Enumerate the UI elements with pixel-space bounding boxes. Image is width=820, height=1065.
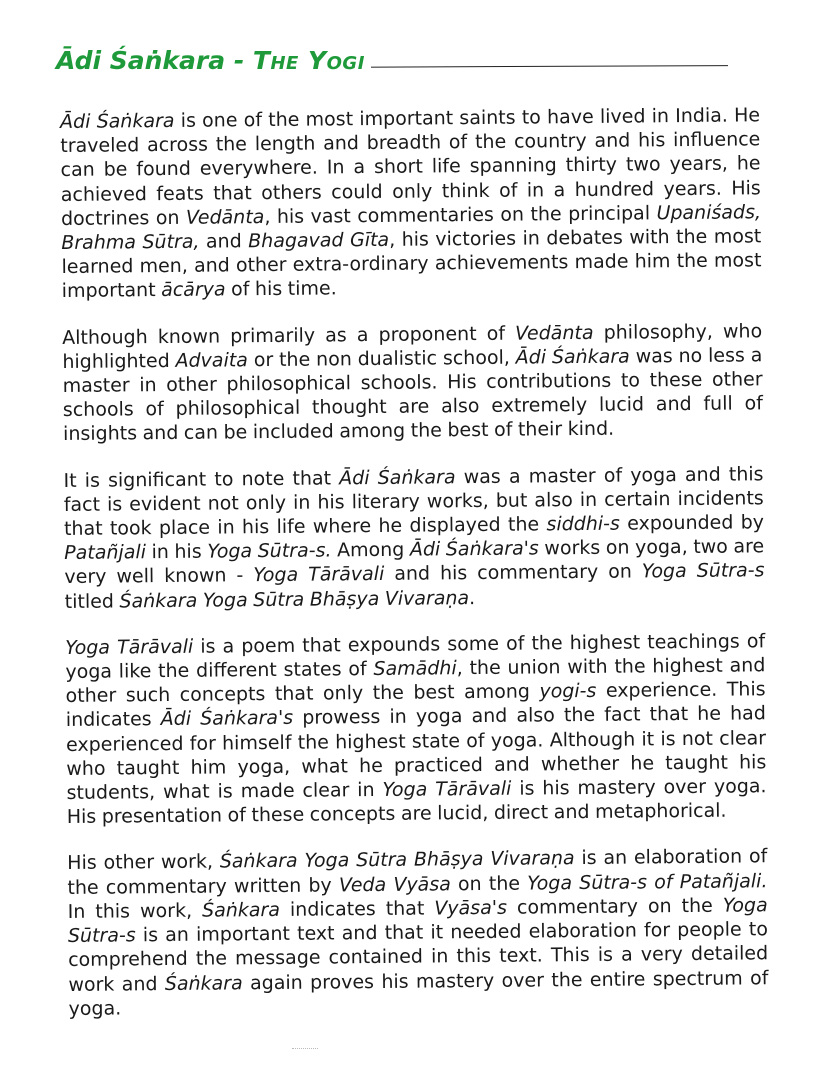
paragraph-3 [63,462,764,614]
paragraph-5 [67,845,769,1021]
text-run: titled [64,590,120,613]
italic-term: siddhi-s [546,512,620,536]
italic-term: Upaniśads, Brahma Sūtra, [61,201,762,255]
italic-term: yogi-s [539,680,597,703]
italic-term: Yoga Tārāvali [382,777,512,802]
italic-term: Śaṅkara [201,898,281,922]
paragraph-1 [60,103,762,303]
text-run: in his [145,540,208,564]
italic-term: Ādi Śaṅkara [339,465,456,489]
text-run: or the non dualistic school, [247,346,516,372]
italic-term: Samādhi [373,657,457,681]
text-run: . [469,586,476,609]
text-run: on the [450,872,528,895]
text-run: philosophy, who highlighted [62,319,763,373]
scan-speck [292,1048,318,1052]
italic-term: Bhagavad Gīta [248,228,390,253]
italic-term: Yoga Sūtra-s of Patañjali. [527,869,768,895]
italic-term: Veda Vyāsa [338,872,451,897]
text-run: His other work, [67,850,220,875]
text-run: works on yoga, two are very well known - [64,535,765,589]
text-run: , the union with the highest and other such concepts that only the best among [65,654,766,708]
italic-term: Vedānta [515,321,594,345]
title-subtitle: The Yogi [252,46,365,75]
text-run: commentary on the [506,894,723,919]
italic-term: Ādi Śaṅkara [60,109,175,133]
italic-term: Śaṅkara Yoga Sūtra Bhāṣya Vivaraṇa [119,586,470,613]
text-run: experience. This indicates [65,678,766,732]
text-run: is his mastery over yoga. His presentation of these concepts are lucid, direct and metaphorical. [66,775,767,829]
text-run: expounded by [619,511,765,535]
italic-term: Ādi Śaṅkara [515,345,630,369]
italic-term: ācārya [161,278,226,302]
italic-term: Yoga Sūtra-s [67,894,768,948]
text-run: is one of the most important saints to have lived in India. He traveled across the length and breadth of the country and his influence can be found everywhere. In a short life spanning thirty two years, he achieved feats that others could only think of in a hundred years. His doctrines on [60,104,761,230]
text-run: and his commentary on [384,560,642,586]
text-run: Among [331,538,411,562]
italic-term: Patañjali [64,541,147,565]
text-run: , his victories in debates with the most learned men, and other extra-ordinary achievements made him the most important [61,225,762,303]
text-run: prowess in yoga and also the fact that he had experienced for himself the highest state of yoga. Although it is not clear who taught him yoga, what he practiced and whether he taught his students, what is made clear in [65,702,767,805]
italic-term: Yoga Sūtra-s [641,559,765,583]
page-title [56,46,371,76]
italic-term: Yoga Tārāvali [65,635,194,659]
title-block [56,46,728,86]
text-run: again proves his mastery over the entire spectrum of yoga. [68,966,769,1020]
text-run: It is significant to note that [63,466,340,492]
text-run: Although known primarily as a proponent of [62,322,516,349]
italic-term: Ādi Śaṅkara's [160,707,294,731]
text-run: of his time. [225,277,337,301]
paragraph-4 [65,629,767,829]
text-run: indicates that [279,897,435,921]
italic-term: Ādi Śaṅkara's [409,537,539,561]
italic-term: Śaṅkara Yoga Sūtra Bhāṣya Vivaraṇa [219,847,575,873]
text-run: In this work, [67,899,203,923]
italic-term: Vedānta [185,205,265,229]
text-run: is an important text and that it needed elaboration for people to comprehend the message contained in this text. This is a very detailed work and [68,918,769,996]
paragraph-2 [62,319,763,447]
italic-term: Vyāsa's [434,896,508,920]
text-run: and [199,230,249,253]
italic-term: Yoga Tārāvali [253,563,385,587]
text-run: is an elaboration of the commentary written by [67,845,768,899]
title-main: Ādi Śaṅkara - [56,46,253,75]
text-run: , his vast commentaries on the principal [264,202,657,228]
article-body [60,103,769,1043]
italic-term: Advaita [175,349,248,372]
text-run: was a master of yoga and this fact is evident not only in his literary works, but also in certain incidents that took place in his life where he displayed the [63,462,764,541]
italic-term: Śaṅkara [164,971,243,995]
text-run: is a poem that expounds some of the highest teachings of yoga like the different states of [65,630,766,684]
italic-term: Yoga Sūtra-s. [207,539,332,563]
text-run: was no less a master in other philosophical schools. His contributions to these other schools of philosophical thought are also extremely lucid and full of insights and can be included among the best of their kind. [62,344,763,446]
